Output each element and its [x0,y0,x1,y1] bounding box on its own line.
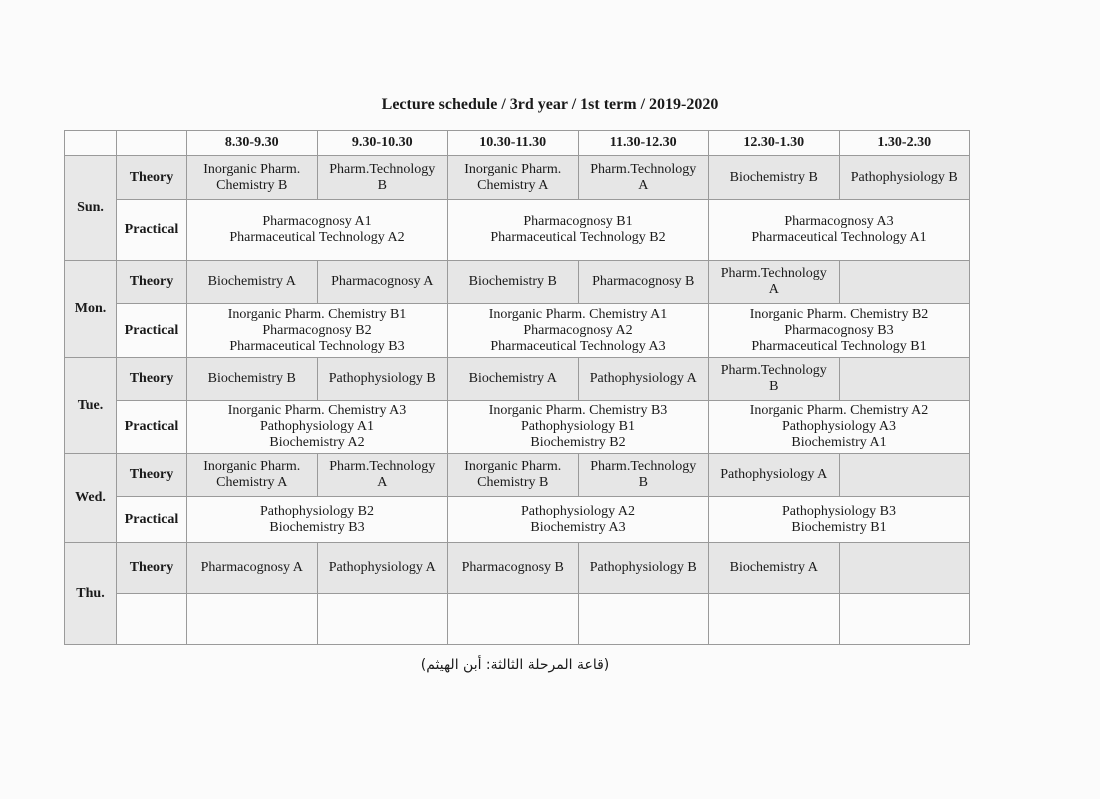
lecture-cell: Biochemistry A [709,543,840,594]
lecture-cell [839,543,970,594]
row-type-label: Theory [117,543,187,594]
lecture-cell: Inorganic Pharm. Chemistry B [187,156,318,200]
header-row [65,131,970,156]
day-label: Mon. [65,261,117,358]
row-type-label: Theory [117,156,187,200]
row-type-label: Practical [117,401,187,454]
row-type-label: Practical [117,200,187,261]
hall-note: (قاعة المرحلة الثالثة: أبن الهيثم) [420,657,610,673]
day-label: Tue. [65,358,117,454]
practical-row [65,200,970,261]
time-slot-header: 8.30-9.30 [187,131,318,156]
time-slot-header: 9.30-10.30 [317,131,448,156]
time-slot-header: 11.30-12.30 [578,131,709,156]
lecture-cell: Pharmacognosy B [578,261,709,304]
practical-cell: Pharmacognosy A3 Pharmaceutical Technology A1 [709,200,970,261]
row-type-label: Practical [117,497,187,543]
empty-cell [448,594,579,645]
lecture-cell: Pathophysiology A [578,358,709,401]
lecture-cell: Biochemistry A [187,261,318,304]
lecture-cell: Pharm.Technology A [578,156,709,200]
lecture-cell: Pharmacognosy B [448,543,579,594]
row-type-label: Theory [117,358,187,401]
time-slot-header: 1.30-2.30 [839,131,970,156]
row-type-label: Theory [117,454,187,497]
page-title: Lecture schedule / 3rd year / 1st term / 2019-2020 [381,96,719,113]
practical-cell: Inorganic Pharm. Chemistry A2 Pathophysiology A3 Biochemistry A1 [709,401,970,454]
lecture-cell: Inorganic Pharm. Chemistry A [187,454,318,497]
practical-cell: Inorganic Pharm. Chemistry B3 Pathophysiology B1 Biochemistry B2 [448,401,709,454]
empty-cell [709,594,840,645]
row-type-label: Practical [117,304,187,358]
time-slot-header: 10.30-11.30 [448,131,579,156]
practical-cell: Pharmacognosy A1 Pharmaceutical Technology A2 [187,200,448,261]
theory-row [65,156,970,200]
practical-cell: Inorganic Pharm. Chemistry A1 Pharmacognosy A2 Pharmaceutical Technology A3 [448,304,709,358]
practical-row [65,401,970,454]
corner-cell [117,131,187,156]
day-label: Sun. [65,156,117,261]
lecture-cell: Pharm.Technology B [578,454,709,497]
lecture-cell: Pharm.Technology B [709,358,840,401]
corner-cell [65,131,117,156]
practical-row [65,497,970,543]
practical-cell: Inorganic Pharm. Chemistry B1 Pharmacognosy B2 Pharmaceutical Technology B3 [187,304,448,358]
lecture-cell: Pathophysiology A [709,454,840,497]
lecture-cell: Pathophysiology B [317,358,448,401]
lecture-cell: Biochemistry B [448,261,579,304]
practical-row [65,304,970,358]
lecture-cell: Pharmacognosy A [317,261,448,304]
lecture-cell: Pathophysiology B [578,543,709,594]
lecture-cell: Inorganic Pharm. Chemistry A [448,156,579,200]
lecture-cell [839,454,970,497]
empty-cell [578,594,709,645]
theory-row [65,261,970,304]
lecture-cell: Biochemistry B [709,156,840,200]
empty-row [65,594,970,645]
practical-cell: Pathophysiology A2 Biochemistry A3 [448,497,709,543]
empty-cell [839,594,970,645]
lecture-cell: Pharm.Technology A [317,454,448,497]
practical-cell: Inorganic Pharm. Chemistry A3 Pathophysiology A1 Biochemistry A2 [187,401,448,454]
lecture-cell: Pharmacognosy A [187,543,318,594]
day-label: Thu. [65,543,117,645]
row-type-label: Theory [117,261,187,304]
lecture-cell: Pathophysiology B [839,156,970,200]
lecture-cell: Pharm.Technology B [317,156,448,200]
practical-cell: Inorganic Pharm. Chemistry B2 Pharmacognosy B3 Pharmaceutical Technology B1 [709,304,970,358]
lecture-cell: Biochemistry B [187,358,318,401]
lecture-cell: Pharm.Technology A [709,261,840,304]
theory-row [65,454,970,497]
practical-cell: Pharmacognosy B1 Pharmaceutical Technology B2 [448,200,709,261]
lecture-cell [839,358,970,401]
lecture-cell: Biochemistry A [448,358,579,401]
empty-cell [187,594,318,645]
practical-cell: Pathophysiology B3 Biochemistry B1 [709,497,970,543]
theory-row [65,543,970,594]
time-slot-header: 12.30-1.30 [709,131,840,156]
lecture-cell [839,261,970,304]
lecture-cell: Pathophysiology A [317,543,448,594]
row-type-label [117,594,187,645]
lecture-cell: Inorganic Pharm. Chemistry B [448,454,579,497]
theory-row [65,358,970,401]
empty-cell [317,594,448,645]
day-label: Wed. [65,454,117,543]
practical-cell: Pathophysiology B2 Biochemistry B3 [187,497,448,543]
schedule-table [64,130,970,645]
